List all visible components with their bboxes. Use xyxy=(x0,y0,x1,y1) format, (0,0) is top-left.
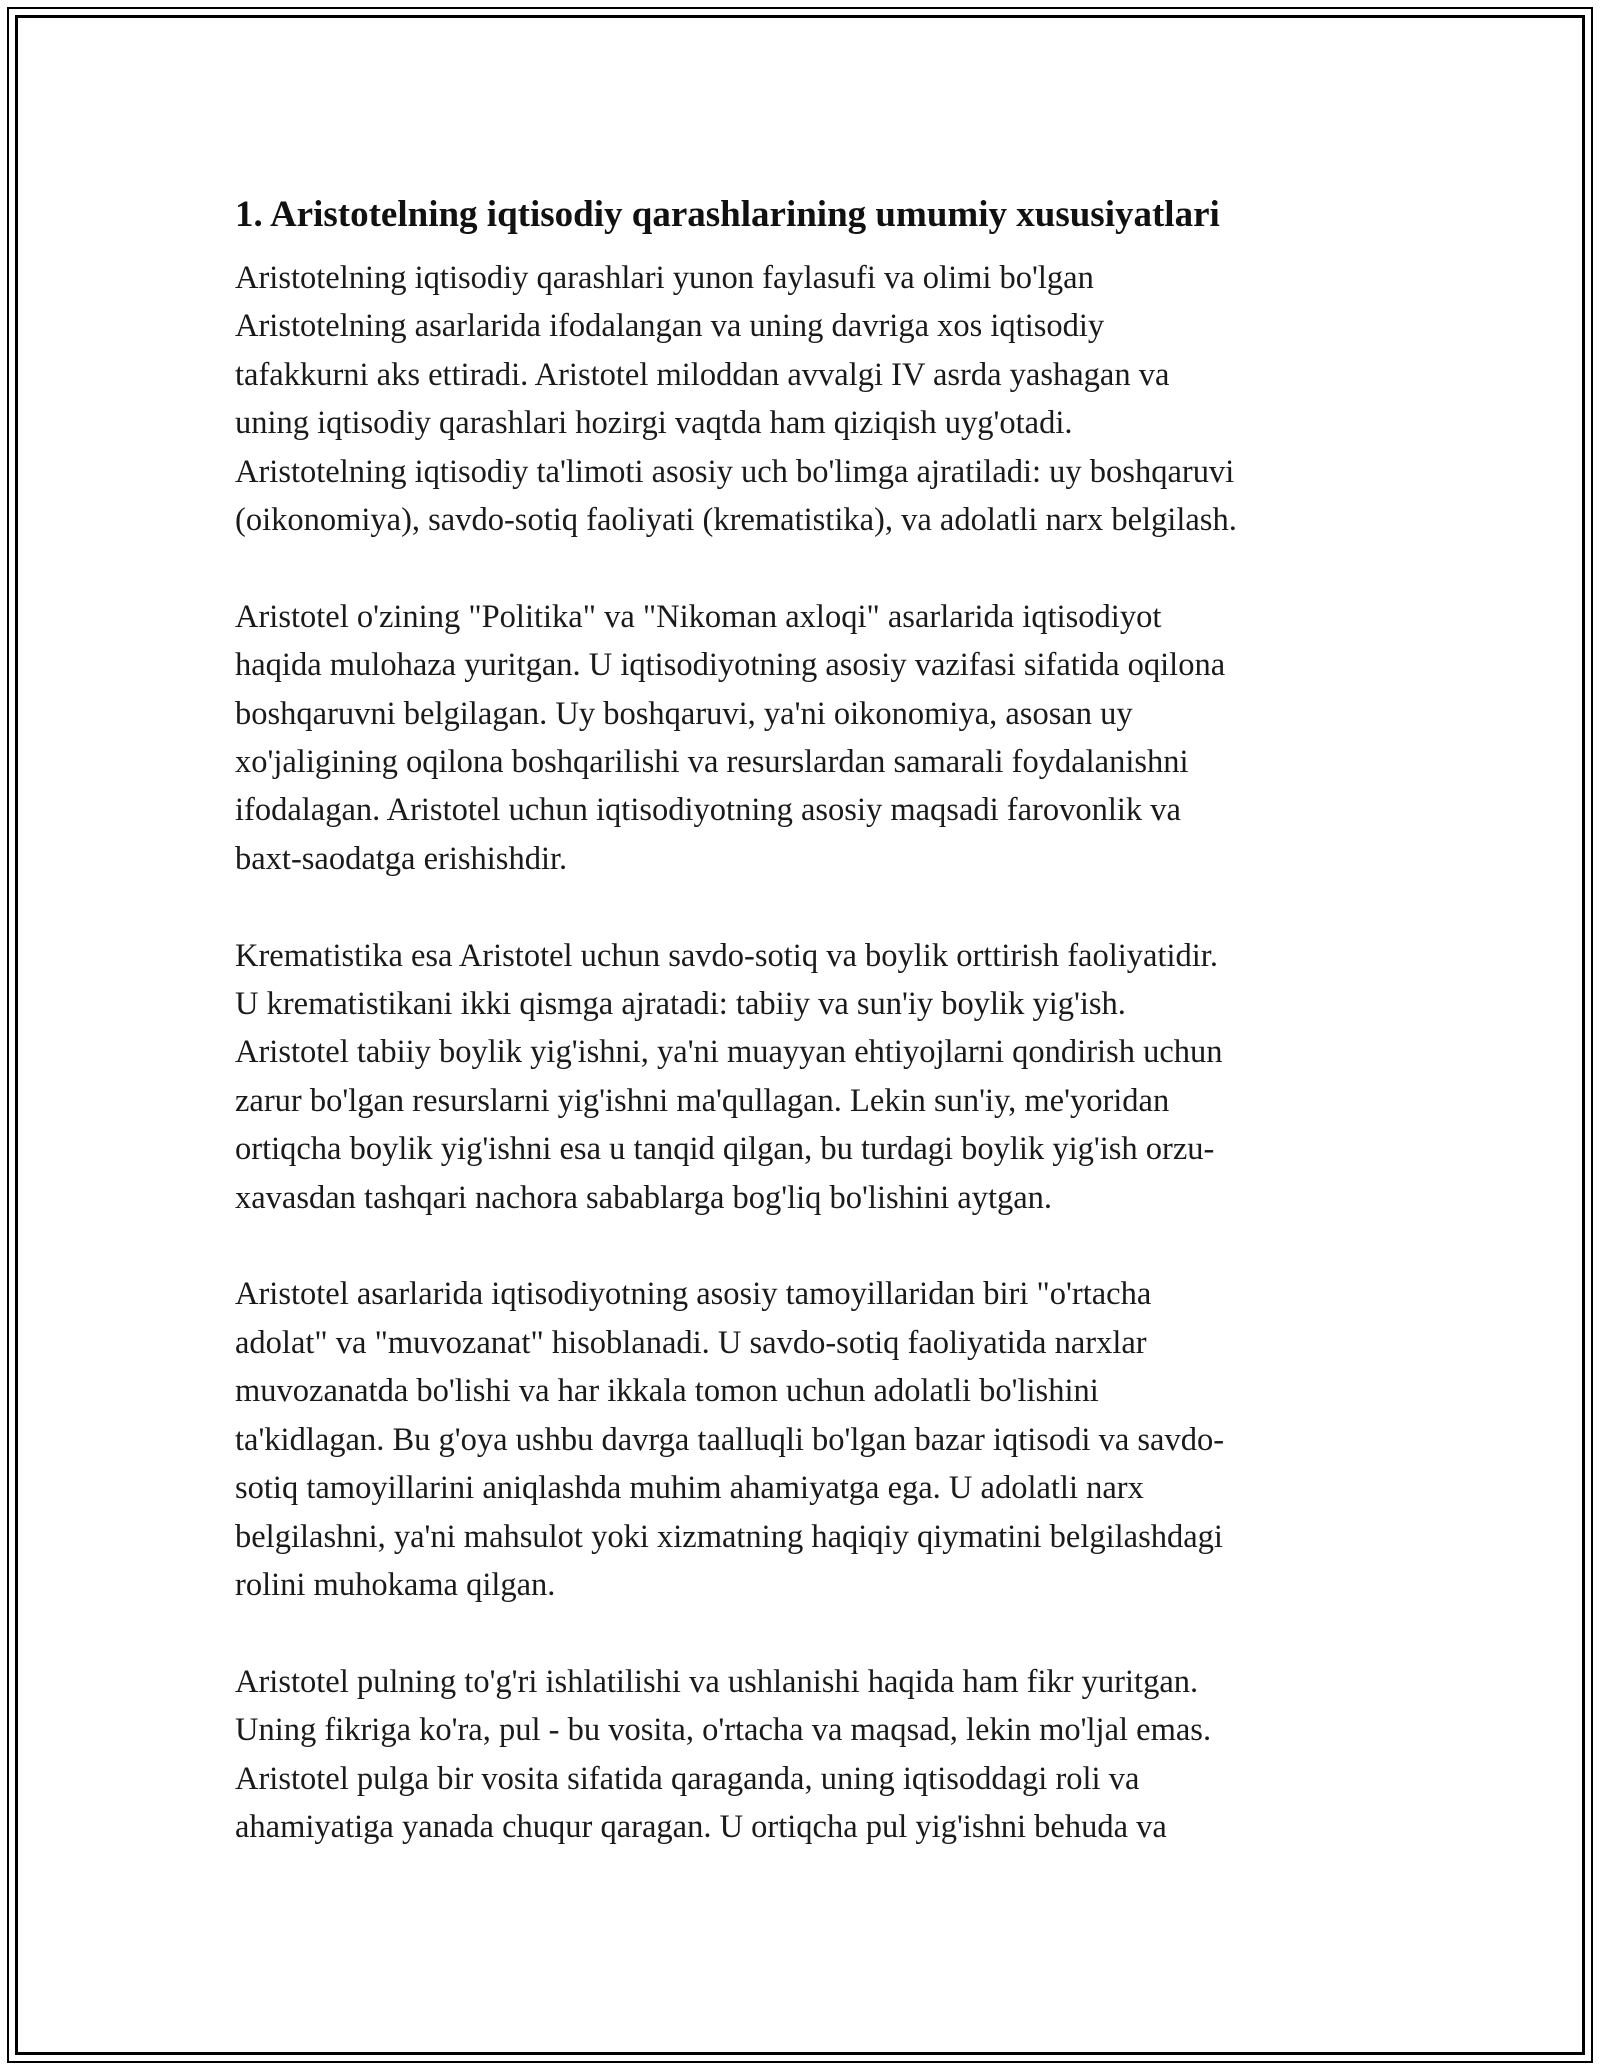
text-line: ortiqcha boylik yig'ishni esa u tanqid qilgan, bu turdagi boylik yig'ish orzu- xyxy=(235,1131,1215,1168)
text-line: sotiq tamoyillarini aniqlashda muhim ahamiyatga ega. U adolatli narx xyxy=(235,1470,1144,1507)
section-heading: 1. Aristotelning iqtisodiy qarashlarining umumiy xususiyatlari xyxy=(235,194,1220,235)
text-line: Aristotel asarlarida iqtisodiyotning asosiy tamoyillaridan biri "o'rtacha xyxy=(235,1276,1152,1313)
text-line: haqida mulohaza yuritgan. U iqtisodiyotning asosiy vazifasi sifatida oqilona xyxy=(235,647,1226,684)
text-line: muvozanatda bo'lishi va har ikkala tomon uchun adolatli bo'lishini xyxy=(235,1373,1099,1410)
paragraph-4 xyxy=(235,1270,1375,1609)
text-line: Aristotel pulga bir vosita sifatida qaraganda, uning iqtisoddagi roli va xyxy=(235,1760,1140,1797)
text-line: ahamiyatiga yanada chuqur qaragan. U ortiqcha pul yig'ishni behuda va xyxy=(235,1808,1167,1845)
text-line: xo'jaligining oqilona boshqarilishi va resurslardan samarali foydalanishni xyxy=(235,744,1189,781)
text-line: belgilashni, ya'ni mahsulot yoki xizmatning haqiqiy qiymatini belgilashdagi xyxy=(235,1518,1223,1555)
text-line: ta'kidlagan. Bu g'oya ushbu davrga taalluqli bo'lgan bazar iqtisodi va savdo- xyxy=(235,1421,1225,1458)
text-line: Aristotelning asarlarida ifodalangan va uning davriga xos iqtisodiy xyxy=(235,308,1105,345)
text-line: uning iqtisodiy qarashlari hozirgi vaqtda ham qiziqish uyg'otadi. xyxy=(235,405,1073,442)
text-line: zarur bo'lgan resurslarni yig'ishni ma'qullagan. Lekin sun'iy, me'yoridan xyxy=(235,1082,1170,1119)
text-line: Krematistika esa Aristotel uchun savdo-sotiq va boylik orttirish faoliyatidir. xyxy=(235,937,1218,974)
text-line: baxt-saodatga erishishdir. xyxy=(235,840,568,877)
document-body xyxy=(235,188,1375,1900)
text-line: (oikonomiya), savdo-sotiq faoliyati (krematistika), va adolatli narx belgilash. xyxy=(235,502,1237,539)
paragraph-2 xyxy=(235,593,1375,883)
text-line: adolat" va "muvozanat" hisoblanadi. U savdo-sotiq faoliyatida narxlar xyxy=(235,1324,1147,1361)
paragraph-3 xyxy=(235,932,1375,1222)
text-line: tafakkurni aks ettiradi. Aristotel miloddan avvalgi IV asrda yashagan va xyxy=(235,356,1170,393)
text-line: Aristotel pulning to'g'ri ishlatilishi va ushlanishi haqida ham fikr yuritgan. xyxy=(235,1663,1199,1700)
text-line: ifodalagan. Aristotel uchun iqtisodiyotning asosiy maqsadi farovonlik va xyxy=(235,792,1181,829)
text-line: Aristotel o'zining "Politika" va "Nikoman axloqi" asarlarida iqtisodiyot xyxy=(235,598,1162,635)
text-line: Uning fikriga ko'ra, pul - bu vosita, o'rtacha va maqsad, lekin mo'ljal emas. xyxy=(235,1712,1212,1749)
text-line: xavasdan tashqari nachora sabablarga bog'liq bo'lishini aytgan. xyxy=(235,1179,1053,1216)
paragraph-1 xyxy=(235,254,1375,544)
text-line: rolini muhokama qilgan. xyxy=(235,1566,556,1603)
text-line: U krematistikani ikki qismga ajratadi: tabiiy va sun'iy boylik yig'ish. xyxy=(235,986,1126,1023)
paragraph-5 xyxy=(235,1658,1375,1852)
text-line: Aristotelning iqtisodiy ta'limoti asosiy uch bo'limga ajratiladi: uy boshqaruvi xyxy=(235,453,1235,490)
text-line: Aristotel tabiiy boylik yig'ishni, ya'ni muayyan ehtiyojlarni qondirish uchun xyxy=(235,1034,1223,1071)
text-line: boshqaruvni belgilagan. Uy boshqaruvi, ya'ni oikonomiya, asosan uy xyxy=(235,695,1133,732)
text-line: Aristotelning iqtisodiy qarashlari yunon faylasufi va olimi bo'lgan xyxy=(235,260,1094,296)
